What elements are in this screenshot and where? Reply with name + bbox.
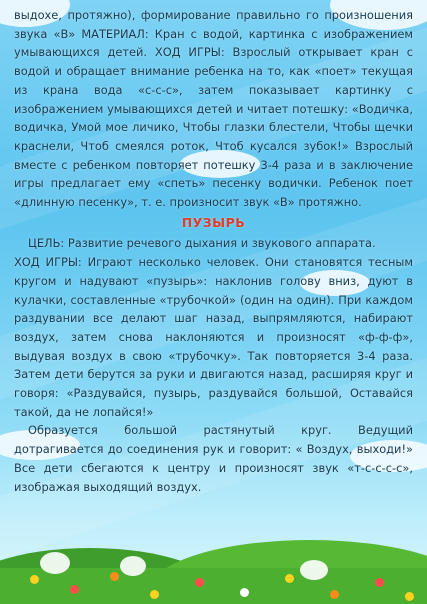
flower-icon: [375, 578, 384, 587]
flower-icon: [70, 585, 79, 594]
flower-icon: [285, 574, 294, 583]
flower-icon: [150, 590, 159, 599]
flower-icon: [405, 592, 414, 601]
flower-icon: [195, 578, 204, 587]
flower-icon: [330, 590, 339, 599]
course-paragraph: ХОД ИГРЫ: Играют несколько человек. Они становятся тесным кругом и надувают «пузырь»: наклонив голову вниз, дуют в кулачки, составленные «трубочкой» (один на один). При каждом раздувании все делают шаг назад, выпрямляются, набирают воздух, затем снова наклоняются и произносят «ф-ф-ф», выдувая воздух в свою «трубочку». Так повторяется 3-4 раза. Затем дети берутся за руки и двигаются назад, расширяя круг и говоря: «Раздувайся, пузырь, раздувайся большой, Оставайся такой, да не лопайся!»: [14, 255, 413, 419]
sheep-icon: [120, 556, 146, 576]
final-paragraph: Образуется большой растянутый круг. Ведущий дотрагивается до соединения рук и говорит: « Воздух, выходи!» Все дети сбегаются к центру и произносят звук «т-с-с-с-с», изображая выходящий воздух.: [14, 423, 413, 494]
document-body: [14, 6, 413, 496]
intro-paragraph: выдохе, протяжно), формирование правильно го произношения звука «В» МАТЕРИАЛ: Кран с водой, картинка с изображением умывающихся детей. ХОД ИГРЫ: Взрослый открывает кран с водой и обращает внимание ребенка на то, как «поет» текущая из крана вода «с-с-с», затем показывает картинку с изображением умывающихся детей и читает потешку: «Водичка, водичка, Умой мое личико, Чтобы глазки блестели, Чтобы щечки краснели, Чтоб смеялся роток, Чтоб кусался зубок!» Взрослый вместе с ребенком повторяет потешку 3-4 раза и в заключение игры предлагает ему «спеть» песенку водички. Ребенок поет «длинную песенку», т. е. произносит звук «В» протяжно.: [14, 8, 413, 210]
flower-icon: [110, 572, 119, 581]
sheep-icon: [300, 560, 328, 580]
goal-paragraph: ЦЕЛЬ: Развитие речевого дыхания и звукового аппарата.: [28, 236, 376, 251]
flower-icon: [240, 588, 249, 597]
flower-icon: [30, 575, 39, 584]
sheep-icon: [40, 552, 70, 574]
grass: [0, 568, 427, 604]
game-title: ПУЗЫРЬ: [181, 214, 246, 230]
